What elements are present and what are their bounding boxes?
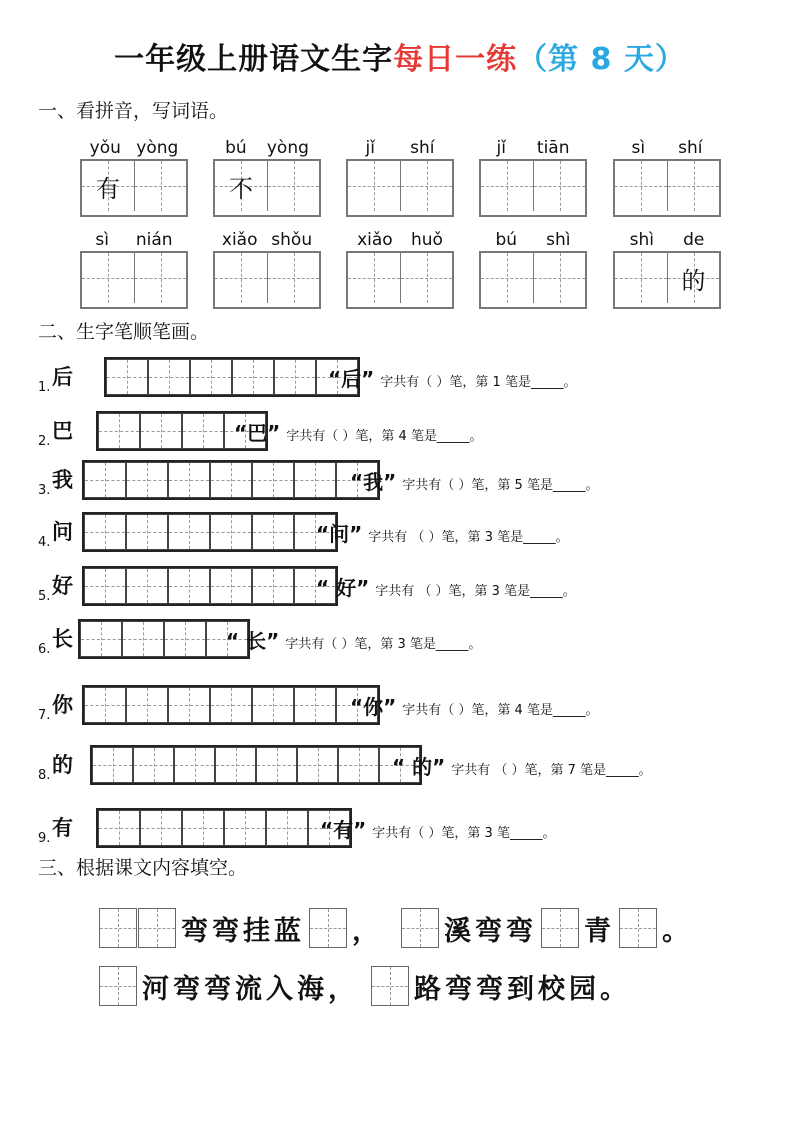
row-number: 3.: [38, 483, 51, 498]
fill-blank-box[interactable]: [541, 908, 579, 948]
question-text: 字共有（ ）笔，第 3 笔是_____。: [285, 637, 482, 652]
row-number: 2.: [38, 434, 51, 449]
stroke-cell[interactable]: [168, 568, 210, 604]
quoted-character: “有”: [320, 818, 367, 842]
stroke-cell[interactable]: [210, 568, 252, 604]
stroke-row: [38, 460, 778, 500]
stroke-cell[interactable]: [80, 621, 122, 657]
quoted-character: “你”: [350, 695, 397, 719]
target-character: 你: [52, 693, 73, 717]
pinyin-syllable: bú: [225, 138, 247, 158]
pinyin-syllable: yǒu: [89, 138, 121, 158]
word-box: [479, 229, 587, 309]
stroke-question: [350, 691, 598, 720]
word-box: [613, 229, 721, 309]
stroke-grid: [104, 357, 360, 397]
title-part-3: （第 8 天）: [517, 42, 686, 77]
question-text: 字共有 （ ）笔，第 3 笔是_____。: [368, 530, 569, 545]
writing-cell[interactable]: [400, 161, 452, 211]
stroke-cell[interactable]: [126, 568, 168, 604]
stroke-question: [316, 572, 576, 601]
fill-blank-box[interactable]: [371, 966, 409, 1006]
pinyin-syllable: shí: [410, 138, 435, 158]
stroke-cell[interactable]: [98, 413, 140, 449]
target-character: 长: [52, 627, 73, 651]
word-box: [80, 229, 188, 309]
stroke-question: [226, 625, 481, 654]
writing-cell[interactable]: [400, 253, 452, 303]
stroke-row: [38, 512, 778, 552]
pinyin-syllable: de: [683, 230, 705, 250]
pinyin-syllable: bú: [495, 230, 518, 250]
stroke-question: [392, 751, 652, 780]
stroke-grid: [90, 745, 422, 785]
stroke-cell[interactable]: [182, 413, 224, 449]
stroke-cell[interactable]: [148, 359, 190, 395]
word-box: [213, 137, 321, 217]
writing-cell[interactable]: 不: [215, 161, 267, 211]
target-character: 有: [52, 816, 73, 840]
poem-text: 河弯弯流入海，: [142, 973, 359, 1005]
target-character: 问: [52, 520, 73, 544]
stroke-cell[interactable]: [174, 747, 215, 783]
fill-blank-box[interactable]: [619, 908, 657, 948]
writing-cell[interactable]: [533, 253, 585, 303]
pinyin-syllable: yòng: [266, 138, 309, 158]
question-text: 字共有 （ ）笔，第 3 笔是_____。: [375, 584, 576, 599]
stroke-cell[interactable]: [256, 747, 297, 783]
fill-blank-box[interactable]: [99, 966, 137, 1006]
pinyin-syllable: xiǎo: [221, 230, 258, 250]
question-text: 字共有（ ）笔，第 1 笔是_____。: [380, 375, 577, 390]
pinyin-syllable: jǐ: [496, 138, 506, 158]
poem-text: 溪弯弯: [444, 915, 537, 947]
stroke-row: [38, 357, 778, 397]
stroke-cell[interactable]: [84, 462, 126, 498]
stroke-cell[interactable]: [164, 621, 206, 657]
writing-cell[interactable]: 的: [667, 253, 719, 303]
target-character: 好: [52, 574, 73, 598]
pinyin-syllable: jǐ: [365, 138, 375, 158]
stroke-cell[interactable]: [210, 514, 252, 550]
stroke-cell[interactable]: [190, 359, 232, 395]
pinyin-syllable: shí: [678, 138, 703, 158]
quoted-character: “后”: [328, 367, 375, 391]
stroke-cell[interactable]: [84, 568, 126, 604]
stroke-cell[interactable]: [210, 462, 252, 498]
pinyin-syllable: sì: [95, 230, 110, 250]
pinyin-syllable: sì: [631, 138, 646, 158]
stroke-cell[interactable]: [252, 462, 294, 498]
stroke-cell[interactable]: [297, 747, 338, 783]
stroke-cell[interactable]: [210, 687, 252, 723]
stroke-grid: [82, 566, 338, 606]
writing-cell[interactable]: [615, 253, 667, 303]
pinyin-syllable: shì: [546, 230, 571, 250]
stroke-cell[interactable]: [266, 810, 308, 846]
writing-cell[interactable]: [82, 253, 134, 303]
row-number: 5.: [38, 589, 51, 604]
target-character: 的: [52, 753, 73, 777]
question-text: 字共有（ ）笔，第 5 笔是_____。: [402, 478, 599, 493]
poem-text: 。: [662, 915, 693, 947]
stroke-question: [316, 518, 569, 547]
stroke-cell[interactable]: [98, 810, 140, 846]
row-number: 7.: [38, 708, 51, 723]
writing-cell[interactable]: [481, 161, 533, 211]
stroke-cell[interactable]: [126, 514, 168, 550]
stroke-row: [38, 745, 778, 785]
stroke-question: [328, 363, 576, 392]
stroke-row: [38, 411, 778, 451]
writing-cell[interactable]: [481, 253, 533, 303]
stroke-question: [234, 417, 482, 446]
stroke-cell[interactable]: [215, 747, 256, 783]
stroke-row: [38, 808, 778, 848]
poem-text: 弯弯挂蓝: [181, 915, 305, 947]
row-number: 6.: [38, 642, 51, 657]
title-part-2: 每日一练: [393, 42, 518, 77]
section-3-heading: 三、根据课文内容填空。: [38, 857, 248, 879]
stroke-cell[interactable]: [182, 810, 224, 846]
pinyin-syllable: tiān: [536, 138, 570, 158]
stroke-grid: [82, 512, 338, 552]
stroke-cell[interactable]: [252, 687, 294, 723]
stroke-cell[interactable]: [338, 747, 379, 783]
pinyin-syllable: yòng: [136, 138, 179, 158]
writing-cell[interactable]: [348, 161, 400, 211]
stroke-row: [38, 619, 778, 659]
writing-cell[interactable]: [267, 253, 319, 303]
target-character: 我: [52, 468, 73, 492]
pinyin-syllable: shì: [629, 230, 654, 250]
stroke-grid: [96, 808, 352, 848]
word-box: [346, 137, 454, 217]
target-character: 后: [52, 365, 73, 389]
stroke-cell[interactable]: [84, 514, 126, 550]
stroke-cell[interactable]: [274, 359, 316, 395]
question-text: 字共有 （ ）笔，第 7 笔是_____。: [451, 763, 652, 778]
stroke-row: [38, 685, 778, 725]
stroke-cell[interactable]: [140, 413, 182, 449]
poem-text: ，: [352, 915, 383, 947]
stroke-grid: [82, 685, 380, 725]
stroke-grid: [78, 619, 250, 659]
writing-cell[interactable]: [267, 161, 319, 211]
quoted-character: “ 的”: [392, 755, 446, 779]
pinyin-syllable: huǒ: [410, 230, 443, 250]
row-number: 9.: [38, 831, 51, 846]
stroke-question: [350, 466, 598, 495]
quoted-character: “巴”: [234, 421, 281, 445]
pinyin-syllable: shǒu: [271, 230, 313, 250]
stroke-cell[interactable]: [294, 687, 336, 723]
writing-cell[interactable]: [533, 161, 585, 211]
stroke-cell[interactable]: [224, 810, 266, 846]
quoted-character: “我”: [350, 470, 397, 494]
pinyin-syllable: xiǎo: [357, 230, 393, 250]
quoted-character: “ 好”: [316, 576, 370, 600]
fill-line-1: [99, 905, 697, 951]
question-text: 字共有（ ）笔，第 3 笔_____。: [372, 826, 556, 841]
fill-line-2: [99, 963, 635, 1009]
target-character: 巴: [52, 419, 73, 443]
writing-cell[interactable]: 有: [82, 161, 134, 211]
poem-text: 青: [584, 915, 615, 947]
row-number: 4.: [38, 535, 51, 550]
stroke-cell[interactable]: [92, 747, 133, 783]
stroke-cell[interactable]: [168, 462, 210, 498]
word-box: [479, 137, 587, 217]
stroke-cell[interactable]: [168, 687, 210, 723]
title-part-1: 一年级上册语文生字: [114, 42, 394, 77]
word-box: [346, 229, 454, 309]
word-box: [213, 229, 321, 309]
stroke-cell[interactable]: [294, 462, 336, 498]
pinyin-syllable: nián: [135, 230, 173, 250]
stroke-cell[interactable]: [133, 747, 174, 783]
stroke-cell[interactable]: [252, 514, 294, 550]
stroke-cell[interactable]: [106, 359, 148, 395]
stroke-cell[interactable]: [84, 687, 126, 723]
writing-cell[interactable]: [215, 253, 267, 303]
row-number: 1.: [38, 380, 51, 395]
poem-text: 路弯弯到校园。: [414, 973, 631, 1005]
stroke-cell[interactable]: [232, 359, 274, 395]
row-number: 8.: [38, 768, 51, 783]
stroke-cell[interactable]: [126, 687, 168, 723]
stroke-cell[interactable]: [126, 462, 168, 498]
fill-blank-box[interactable]: [99, 908, 137, 948]
question-text: 字共有（ ）笔，第 4 笔是_____。: [402, 703, 599, 718]
stroke-cell[interactable]: [168, 514, 210, 550]
stroke-cell[interactable]: [140, 810, 182, 846]
stroke-row: [38, 566, 778, 606]
writing-cell[interactable]: [134, 253, 186, 303]
stroke-cell[interactable]: [122, 621, 164, 657]
fill-blank-box[interactable]: [309, 908, 347, 948]
word-box: [80, 137, 188, 217]
question-text: 字共有（ ）笔，第 4 笔是_____。: [286, 429, 483, 444]
word-box: [613, 137, 721, 217]
writing-cell[interactable]: [134, 161, 186, 211]
quoted-character: “问”: [316, 522, 363, 546]
writing-cell[interactable]: [348, 253, 400, 303]
writing-cell[interactable]: [615, 161, 667, 211]
page-title: [0, 40, 800, 80]
section-1-heading: 一、看拼音，写词语。: [38, 100, 229, 122]
stroke-grid: [82, 460, 380, 500]
fill-blank-box[interactable]: [138, 908, 176, 948]
quoted-character: “ 长”: [226, 629, 280, 653]
fill-blank-box[interactable]: [401, 908, 439, 948]
writing-cell[interactable]: [667, 161, 719, 211]
stroke-question: [320, 814, 555, 843]
section-2-heading: 二、生字笔顺笔画。: [38, 321, 210, 343]
stroke-cell[interactable]: [252, 568, 294, 604]
